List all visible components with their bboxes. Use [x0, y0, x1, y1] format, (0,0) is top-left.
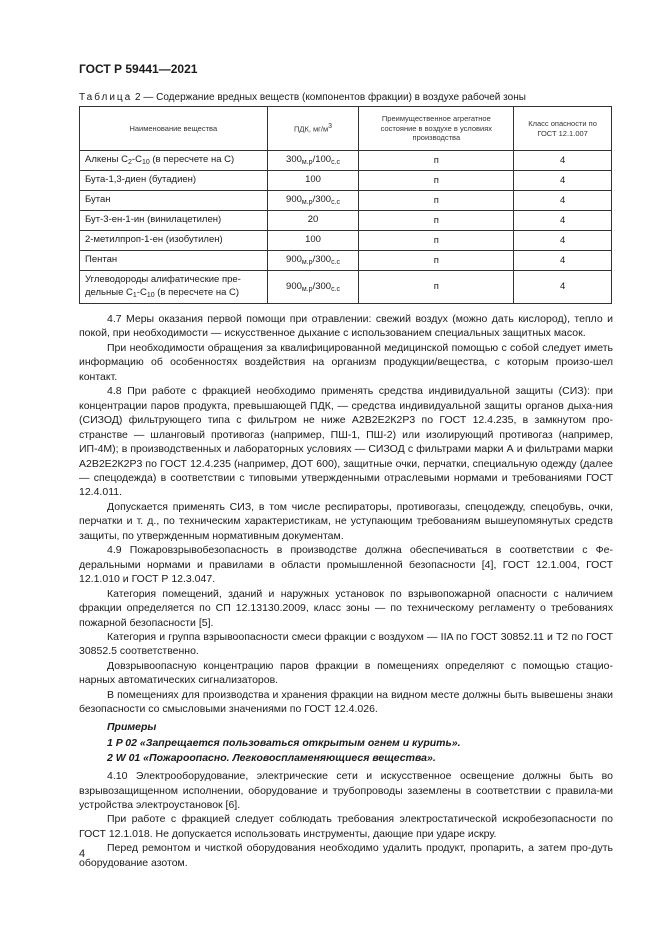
cell-state: п	[359, 171, 514, 191]
paragraph: Категория и группа взрывоопасности смеси фракции с воздухом — IIA по ГОСТ 30852.11 и Т2 по ГОСТ 30852.5 соответственно.	[79, 630, 613, 658]
cell-class: 4	[514, 151, 612, 171]
cell-class: 4	[514, 271, 612, 304]
paragraph: Допускается применять СИЗ, в том числе респираторы, противогазы, спецодежду, спецобувь, очки, перчатки и т. д., по техническим характеристикам, не уступающим требованиям вышеупомянутых средств защиты, по утвержденным нормативным документам.	[79, 500, 613, 542]
paragraph: Категория помещений, зданий и наружных установок по взрывопожарной опасности с наличием фракции определяется по СП 12.13130.2009, класс зоны — по техническому регламенту о требованиях пожарной безопасности [5].	[79, 587, 613, 629]
paragraph: В помещениях для производства и хранения фракции на видном месте должны быть вывешены знаки безопасности со смысловыми значениями по ГОСТ 12.4.026.	[79, 688, 613, 716]
cell-pdk: $900_{м.р}/300_{с.с}$	[267, 251, 359, 271]
cell-substance: Углеводороды алифатические пре-дельные $C_1-C_{10}$ (в пересчете на C)	[80, 271, 268, 304]
cell-class: 4	[514, 191, 612, 211]
cell-pdk: $900_{м.р}/300_{с.с}$	[267, 271, 359, 304]
table-row	[80, 211, 612, 231]
substances-table	[79, 106, 612, 304]
table-caption	[79, 91, 526, 105]
table-row	[80, 191, 612, 211]
cell-pdk: 20	[267, 211, 359, 231]
col-header-state: Преимущественное агрегатное состояние в воздухе в условиях производства	[359, 107, 514, 151]
cell-state: п	[359, 211, 514, 231]
cell-substance: Пентан	[80, 251, 268, 271]
table-row	[80, 271, 612, 304]
table-caption-text: 2 — Содержание вредных веществ (компонентов фракции) в воздухе рабочей зоны	[135, 92, 526, 103]
cell-class: 4	[514, 251, 612, 271]
cell-state: п	[359, 231, 514, 251]
cell-state: п	[359, 251, 514, 271]
paragraph: При работе с фракцией следует соблюдать требования электростатической искробезопасности по ГОСТ 12.1.018. Не допускается использовать инструменты, дающие при ударе искру.	[79, 813, 613, 840]
cell-substance: Алкены $C_2-C_{10}$ (в пересчете на C)	[80, 151, 268, 171]
col-header-substance: Наименование вещества	[80, 107, 268, 151]
cell-substance: Бут-3-ен-1-ин (винилацетилен)	[80, 211, 268, 231]
paragraph: 4.9 Пожаровзрывобезопасность в производстве должна обеспечиваться в соответствии с Фе-деральными нормами и правилами в области промышленной безопасности [4], ГОСТ 12.1.004, ГОСТ 12.1.010 и ГОСТ Р 12.3.047.	[79, 544, 613, 586]
col-header-pdk: ПДК, $мг/м^3$	[267, 107, 359, 151]
paragraph: При необходимости обращения за квалифицированной медицинской помощью с собой следует иметь информацию об особенностях воздействия на организм продукции/вещества, с которым произо-шел контакт.	[79, 341, 613, 383]
cell-state: п	[359, 191, 514, 211]
page-header: ГОСТ Р 59441—2021	[79, 62, 198, 76]
table-caption-word: Таблица	[79, 92, 133, 103]
cell-pdk: 100	[267, 231, 359, 251]
cell-class: 4	[514, 211, 612, 231]
examples-heading: Примеры	[107, 720, 157, 733]
table-row	[80, 171, 612, 191]
cell-pdk: $300_{м.р}/100_{с.с}$	[267, 151, 359, 171]
cell-substance: Бутан	[80, 191, 268, 211]
paragraph: Довзрывоопасную концентрацию паров фракции в помещениях определяют с помощью стацио-нарных автоматических сигнализаторов.	[79, 659, 613, 687]
cell-class: 4	[514, 231, 612, 251]
col-header-class: Класс опасности по ГОСТ 12.1.007	[514, 107, 612, 151]
body-text	[79, 312, 613, 870]
paragraph: 4.10 Электрооборудование, электрические сети и искусственное освещение должны быть во взрывозащищенном исполнении, оборудование и трубопроводы заземлены в соответствии с правила-ми устройства электроустановок [6].	[79, 770, 613, 811]
cell-state: п	[359, 151, 514, 171]
example-item: 1 P 02 «Запрещается пользоваться открытым огнем и курить».	[107, 737, 461, 750]
table-row	[80, 251, 612, 271]
page-number: 4	[79, 848, 86, 860]
table-row	[80, 151, 612, 171]
table-header-row	[80, 107, 612, 151]
example-item: 2 W 01 «Пожароопасно. Легковоспламеняющиеся вещества».	[107, 751, 436, 764]
cell-state: п	[359, 271, 514, 304]
cell-substance: Бута-1,3-диен (бутадиен)	[80, 171, 268, 191]
table-row	[80, 231, 612, 251]
cell-pdk: 100	[267, 171, 359, 191]
paragraph: 4.7 Меры оказания первой помощи при отравлении: свежий воздух (можно дать кислород), тепло и покой, при необходимости — искусственное дыхание с использованием специальных защитных масок.	[79, 313, 613, 340]
cell-class: 4	[514, 171, 612, 191]
paragraph: Перед ремонтом и чисткой оборудования необходимо удалить продукт, пропарить, а затем про-дуть оборудование азотом.	[79, 842, 613, 869]
cell-substance: 2-метилпроп-1-ен (изобутилен)	[80, 231, 268, 251]
paragraph: 4.8 При работе с фракцией необходимо применять средства индивидуальной защиты (СИЗ): при концентрации паров продукта, превышающей ПДК, — средства индивидуальной защиты органов дыха-ния (СИЗОД) фильтрующего типа с фильтром не ниже А2В2Е2К2Р3 по ГОСТ 12.4.235, в замкнутом про-странстве — шланговый противогаз (например, ПШ-1, ПШ-2) или изолирующий противогаз (например, ИП-4М); в производственных и лабораторных условиях — СИЗОД с фильтрами марки А и фильтрами марки А2В2Е2К2Р3 по ГОСТ 12.4.235 (например, ДОТ 600), защитные очки, перчатки, специальную одежду (далее — спецодежда) в соответствии с типовыми утвержденными отраслевыми нормами и требованиями ГОСТ 12.4.011.	[79, 385, 613, 499]
cell-pdk: $900_{м.р}/300_{с.с}$	[267, 191, 359, 211]
